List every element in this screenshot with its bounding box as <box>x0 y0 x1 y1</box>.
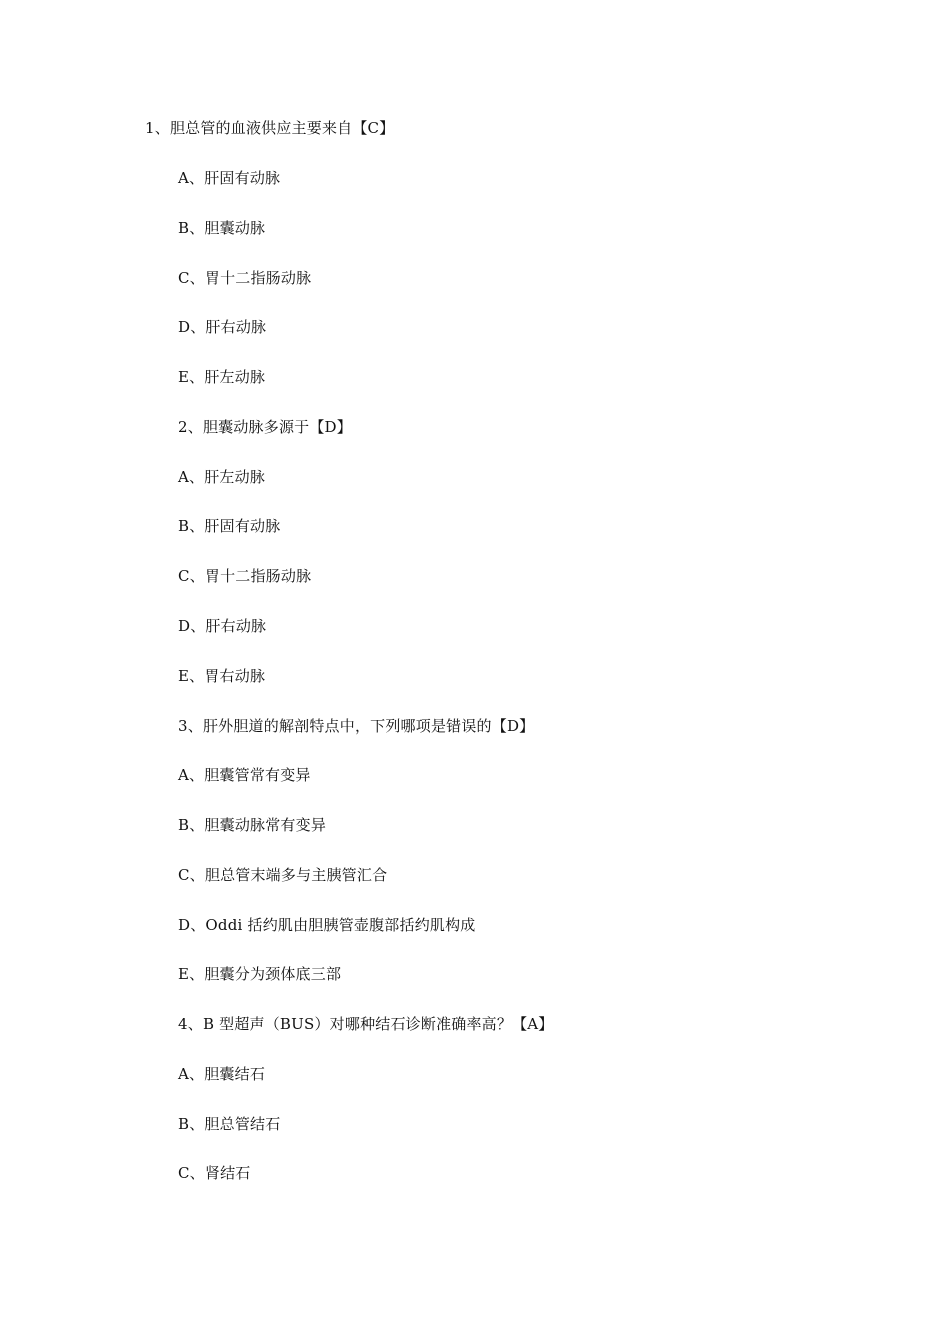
question-1-option-d: D、肝右动脉 <box>178 318 267 336</box>
question-1-stem: 1、胆总管的血液供应主要来自【C】 <box>145 119 395 137</box>
question-1-option-c: C、胃十二指肠动脉 <box>178 269 312 287</box>
question-4-option-c: C、肾结石 <box>178 1164 251 1182</box>
question-3-option-c: C、胆总管末端多与主胰管汇合 <box>178 866 388 884</box>
question-3-option-b: B、胆囊动脉常有变异 <box>178 816 327 834</box>
question-4-option-b: B、胆总管结石 <box>178 1115 281 1133</box>
question-3-stem: 3、肝外胆道的解剖特点中，下列哪项是错误的【D】 <box>178 717 535 735</box>
question-2-option-c: C、胃十二指肠动脉 <box>178 567 312 585</box>
question-1-option-e: E、肝左动脉 <box>178 368 266 386</box>
question-2-stem: 2、胆囊动脉多源于【D】 <box>178 418 352 436</box>
question-2-option-d: D、肝右动脉 <box>178 617 267 635</box>
question-4-option-a: A、胆囊结石 <box>178 1065 266 1083</box>
question-3-option-a: A、胆囊管常有变异 <box>178 766 311 784</box>
question-3-option-e: E、胆囊分为颈体底三部 <box>178 965 342 983</box>
question-4-stem: 4、B 型超声（BUS）对哪种结石诊断准确率高？【A】 <box>178 1015 554 1033</box>
question-1-option-b: B、胆囊动脉 <box>178 219 266 237</box>
question-1-option-a: A、肝固有动脉 <box>178 169 281 187</box>
question-3-option-d: D、Oddi 括约肌由胆胰管壶腹部括约肌构成 <box>178 916 476 934</box>
question-2-option-e: E、胃右动脉 <box>178 667 266 685</box>
question-2-option-b: B、肝固有动脉 <box>178 517 281 535</box>
question-2-option-a: A、肝左动脉 <box>178 468 266 486</box>
